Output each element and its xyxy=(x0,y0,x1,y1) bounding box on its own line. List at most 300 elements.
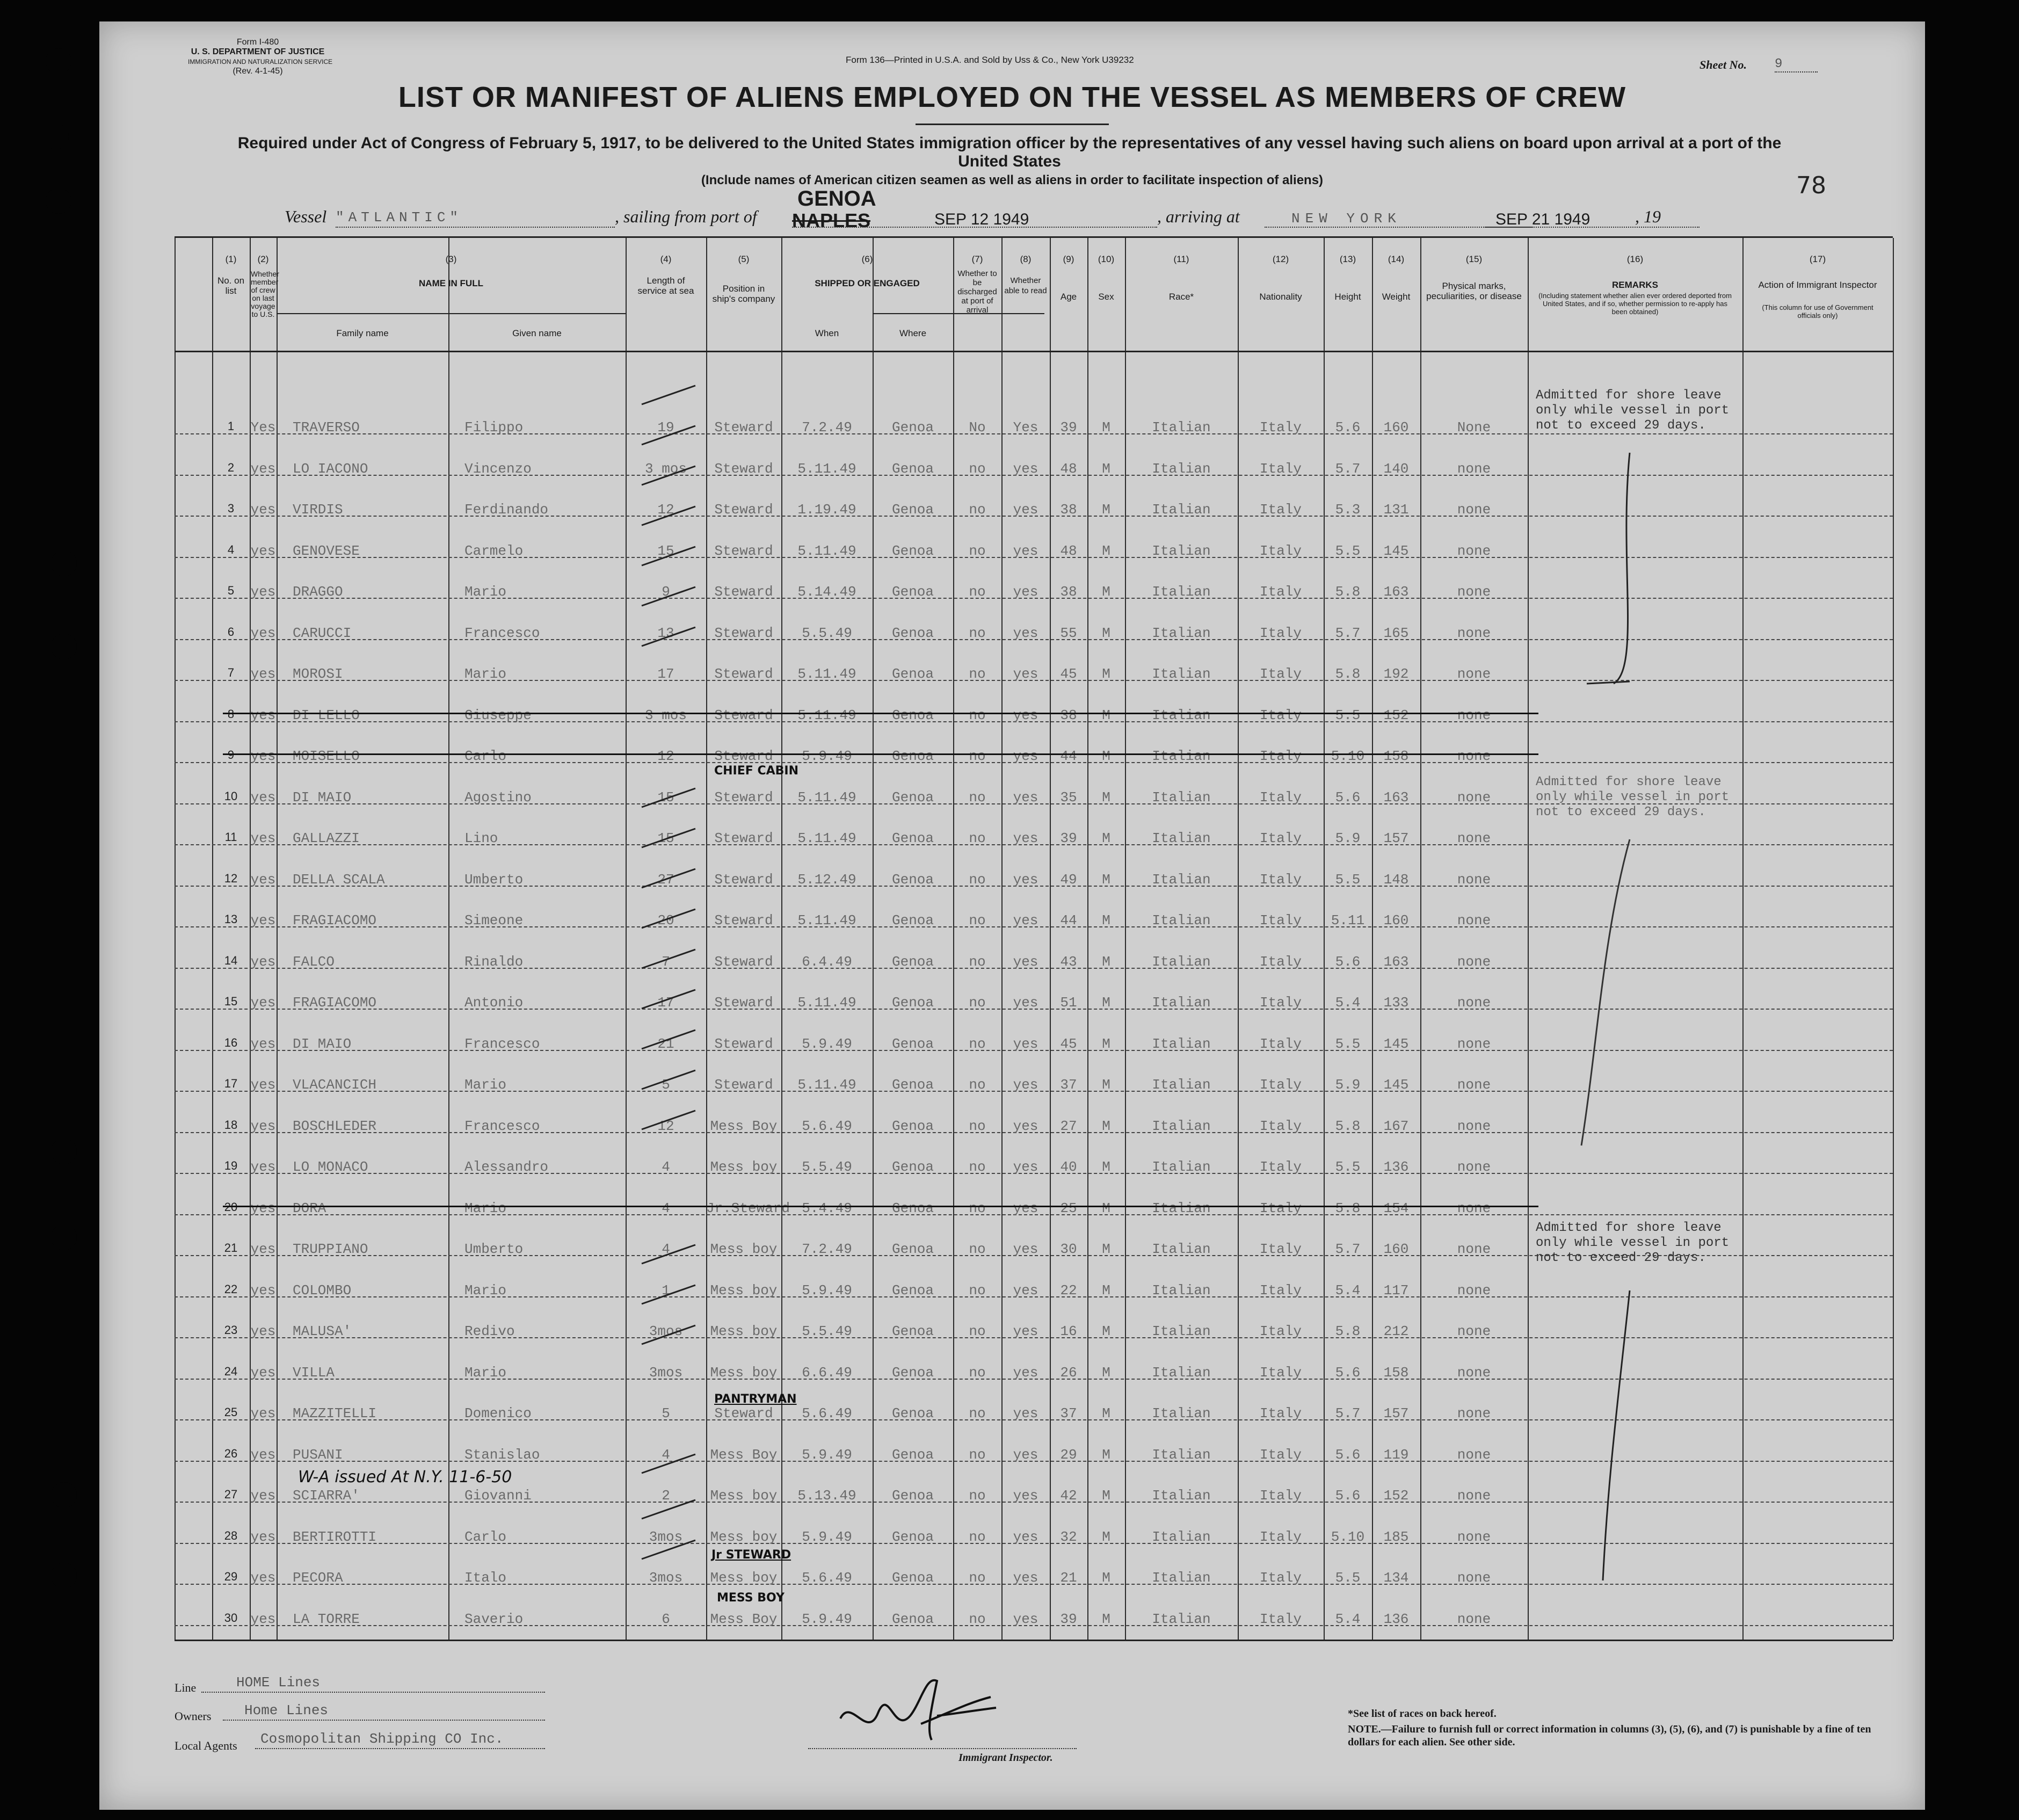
col-header-nationality: Nationality xyxy=(1259,292,1302,302)
cell-read: yes xyxy=(1013,830,1038,846)
cell-no: 3 xyxy=(227,502,235,515)
cell-crew: yes xyxy=(250,1528,276,1545)
cell-given: Redivo xyxy=(464,1323,515,1339)
cell-family: VILLA xyxy=(293,1364,335,1381)
col-num-7: (7) xyxy=(971,254,983,264)
cell-where: Genoa xyxy=(891,1077,934,1093)
col-num-15: (15) xyxy=(1465,254,1483,264)
col-header-crew: Whether member of crew on last voyage to U.S. xyxy=(251,270,279,318)
cell-sex: M xyxy=(1102,1159,1110,1175)
handwritten-chief-cabin: CHIEF CABIN xyxy=(714,764,798,778)
cell-when: 5.11.49 xyxy=(797,830,856,846)
form-revision: (Rev. 4-1-45) xyxy=(233,67,283,76)
cell-age: 32 xyxy=(1060,1528,1077,1545)
cell-when: 5.9.49 xyxy=(802,1446,852,1463)
cell-race: Italian xyxy=(1152,625,1211,641)
vessel-dotted-line xyxy=(336,227,615,228)
cell-no: 25 xyxy=(224,1405,238,1419)
col-num-14: (14) xyxy=(1388,254,1405,264)
cell-crew: yes xyxy=(250,542,276,559)
year-label: , 19 xyxy=(1635,207,1661,226)
cell-no: 16 xyxy=(224,1035,238,1049)
cell-position: Steward xyxy=(714,419,773,436)
cell-given: Francesco xyxy=(464,1118,540,1134)
cell-where: Genoa xyxy=(891,625,934,641)
cell-no: 21 xyxy=(224,1241,238,1255)
cell-when: 5.9.49 xyxy=(802,748,852,764)
cell-marks: none xyxy=(1457,1323,1491,1339)
cell-when: 5.11.49 xyxy=(797,460,856,477)
remarks-ditto-marks xyxy=(1528,238,1742,1640)
cell-given: Domenico xyxy=(464,1405,532,1422)
cell-race: Italian xyxy=(1152,1570,1211,1586)
cell-sex: M xyxy=(1102,1446,1110,1463)
arrival-date: SEP 21 1949 xyxy=(1495,211,1590,228)
form-department: U. S. DEPARTMENT OF JUSTICE xyxy=(191,47,325,56)
cell-marks: none xyxy=(1457,1611,1491,1627)
cell-family: FRAGIACOMO xyxy=(293,912,377,929)
col-num-12: (12) xyxy=(1272,254,1289,264)
cell-weight: 152 xyxy=(1383,1488,1409,1504)
cell-weight: 119 xyxy=(1383,1446,1409,1463)
cell-family: LO IACONO xyxy=(293,460,368,477)
cell-nat: Italy xyxy=(1259,1528,1302,1545)
col-header-no: No. on list xyxy=(217,275,245,296)
cell-no: 24 xyxy=(224,1364,238,1378)
cell-disch: no xyxy=(969,748,986,764)
cell-service: 5 xyxy=(662,1405,670,1422)
cell-given: Carlo xyxy=(464,748,507,764)
cell-age: 39 xyxy=(1060,830,1077,846)
cell-read: yes xyxy=(1013,1077,1038,1093)
cell-weight: 148 xyxy=(1383,871,1409,888)
cell-service: 21 xyxy=(657,1035,674,1052)
cell-given: Antonio xyxy=(464,995,524,1011)
cell-nat: Italy xyxy=(1259,1570,1302,1586)
cell-when: 5.4.49 xyxy=(802,1200,852,1216)
cell-height: 5.11 xyxy=(1331,912,1365,929)
arriving-label: , arriving at xyxy=(1157,207,1240,226)
cell-crew: yes xyxy=(250,912,276,929)
cell-sex: M xyxy=(1102,1077,1110,1093)
cell-age: 16 xyxy=(1060,1323,1077,1339)
cell-given: Stanislao xyxy=(464,1446,540,1463)
cell-sex: M xyxy=(1102,707,1110,723)
cell-height: 5.5 xyxy=(1335,707,1361,723)
cell-when: 5.12.49 xyxy=(797,871,856,888)
cell-weight: 145 xyxy=(1383,542,1409,559)
cell-marks: none xyxy=(1457,912,1491,929)
cell-disch: no xyxy=(969,1405,986,1422)
cell-sex: M xyxy=(1102,1611,1110,1627)
cell-when: 5.6.49 xyxy=(802,1570,852,1586)
cell-position: Steward xyxy=(714,789,773,806)
cell-given: Mario xyxy=(464,1282,507,1299)
cell-family: LA TORRE xyxy=(293,1611,360,1627)
col-header-weight: Weight xyxy=(1382,292,1411,302)
cell-when: 6.4.49 xyxy=(802,953,852,970)
cell-position: Steward xyxy=(714,1077,773,1093)
cell-when: 5.11.49 xyxy=(797,542,856,559)
sailing-label: , sailing from port of xyxy=(615,207,757,226)
cell-disch: no xyxy=(969,1570,986,1586)
col-header-position: Position in ship's company xyxy=(712,284,775,304)
cell-position: Jr.Steward xyxy=(706,1200,790,1216)
col-header-remarks-sub: (Including statement whether alien ever ordered deported from United States, and if so, whether permission to re-apply has been obtained) xyxy=(1538,292,1732,316)
cell-when: 5.11.49 xyxy=(797,912,856,929)
cell-nat: Italy xyxy=(1259,995,1302,1011)
cell-disch: no xyxy=(969,995,986,1011)
cell-nat: Italy xyxy=(1259,1446,1302,1463)
cell-where: Genoa xyxy=(891,419,934,436)
cell-disch: no xyxy=(969,1282,986,1299)
cell-service: 4 xyxy=(662,1446,670,1463)
cell-race: Italian xyxy=(1152,419,1211,436)
cell-no: 10 xyxy=(224,789,238,803)
cell-service: 3mos xyxy=(649,1364,683,1381)
cell-age: 38 xyxy=(1060,584,1077,600)
cell-marks: none xyxy=(1457,1282,1491,1299)
cell-where: Genoa xyxy=(891,1570,934,1586)
col-num-1: (1) xyxy=(225,254,237,264)
cell-race: Italian xyxy=(1152,1035,1211,1052)
cell-no: 28 xyxy=(224,1528,238,1542)
cell-position: Steward xyxy=(714,502,773,518)
cell-disch: no xyxy=(969,666,986,682)
cell-family: FALCO xyxy=(293,953,335,970)
cell-position: Mess Boy xyxy=(710,1446,778,1463)
cell-nat: Italy xyxy=(1259,871,1302,888)
cell-no: 11 xyxy=(224,830,237,844)
strike-through-line xyxy=(223,713,1538,714)
cell-no: 26 xyxy=(224,1446,238,1460)
cell-when: 5.9.49 xyxy=(802,1528,852,1545)
cell-no: 23 xyxy=(224,1323,238,1337)
cell-no: 9 xyxy=(227,748,235,762)
cell-age: 40 xyxy=(1060,1159,1077,1175)
handwritten-jr-steward: Jr STEWARD xyxy=(711,1548,791,1562)
cell-service: 5 xyxy=(662,1077,670,1093)
cell-sex: M xyxy=(1102,912,1110,929)
cell-marks: none xyxy=(1457,1035,1491,1052)
cell-where: Genoa xyxy=(891,830,934,846)
cell-height: 5.5 xyxy=(1335,871,1361,888)
cell-given: Italo xyxy=(464,1570,507,1586)
col-header-action-sub: (This column for use of Government officials only) xyxy=(1762,303,1873,320)
cell-age: 45 xyxy=(1060,1035,1077,1052)
cell-given: Mario xyxy=(464,1077,507,1093)
cell-service: 17 xyxy=(657,666,674,682)
cell-no: 12 xyxy=(224,871,238,885)
cell-marks: None xyxy=(1457,419,1491,436)
footer-agents-label: Local Agents xyxy=(175,1739,237,1752)
cell-no: 19 xyxy=(224,1159,238,1172)
cell-service: 20 xyxy=(657,912,674,929)
cell-marks: none xyxy=(1457,871,1491,888)
cell-sex: M xyxy=(1102,584,1110,600)
cell-age: 44 xyxy=(1060,748,1077,764)
cell-age: 37 xyxy=(1060,1077,1077,1093)
cell-no: 6 xyxy=(227,625,235,639)
cell-no: 2 xyxy=(227,460,235,474)
title-underline xyxy=(916,124,1109,125)
cell-age: 48 xyxy=(1060,542,1077,559)
cell-nat: Italy xyxy=(1259,1118,1302,1134)
cell-crew: yes xyxy=(250,748,276,764)
cell-position: Mess boy xyxy=(710,1364,778,1381)
cell-read: yes xyxy=(1013,912,1038,929)
cell-weight: 117 xyxy=(1383,1282,1409,1299)
cell-family: DRAGGO xyxy=(293,584,343,600)
cell-age: 30 xyxy=(1060,1241,1077,1257)
cell-sex: M xyxy=(1102,666,1110,682)
cell-position: Steward xyxy=(714,953,773,970)
cell-where: Genoa xyxy=(891,1118,934,1134)
cell-weight: 145 xyxy=(1383,1077,1409,1093)
cell-where: Genoa xyxy=(891,1035,934,1052)
cell-nat: Italy xyxy=(1259,1159,1302,1175)
cell-nat: Italy xyxy=(1259,707,1302,723)
cell-no: 7 xyxy=(227,666,235,679)
cell-age: 38 xyxy=(1060,502,1077,518)
cell-nat: Italy xyxy=(1259,1364,1302,1381)
cell-weight: 160 xyxy=(1383,912,1409,929)
cell-service: 15 xyxy=(657,542,674,559)
cell-where: Genoa xyxy=(891,953,934,970)
cell-given: Rinaldo xyxy=(464,953,524,970)
cell-height: 5.7 xyxy=(1335,625,1361,641)
cell-where: Genoa xyxy=(891,707,934,723)
col-header-shipped: SHIPPED OR ENGAGED xyxy=(815,278,920,288)
cell-where: Genoa xyxy=(891,1405,934,1422)
punch-hole xyxy=(51,634,77,659)
cell-position: Mess Boy xyxy=(710,1611,778,1627)
cell-race: Italian xyxy=(1152,1405,1211,1422)
cell-nat: Italy xyxy=(1259,1611,1302,1627)
cell-position: Mess Boy xyxy=(710,1118,778,1134)
cell-when: 5.9.49 xyxy=(802,1282,852,1299)
date-dotted-line xyxy=(1485,227,1700,228)
cell-service: 4 xyxy=(662,1200,670,1216)
cell-race: Italian xyxy=(1152,460,1211,477)
cell-service: 2 xyxy=(662,1488,670,1504)
cell-marks: none xyxy=(1457,1488,1491,1504)
punch-hole xyxy=(51,1563,77,1589)
cell-crew: yes xyxy=(250,1488,276,1504)
cell-nat: Italy xyxy=(1259,1282,1302,1299)
cell-where: Genoa xyxy=(891,666,934,682)
footer-line-dots xyxy=(201,1692,545,1693)
cell-family: MALUSA' xyxy=(293,1323,352,1339)
cell-height: 5.6 xyxy=(1335,789,1361,806)
cell-family: GENOVESE xyxy=(293,542,360,559)
cell-when: 5.11.49 xyxy=(797,995,856,1011)
cell-age: 38 xyxy=(1060,707,1077,723)
form-id-block xyxy=(188,38,333,76)
cell-height: 5.6 xyxy=(1335,1488,1361,1504)
cell-given: Saverio xyxy=(464,1611,524,1627)
cell-read: yes xyxy=(1013,1528,1038,1545)
cell-crew: yes xyxy=(250,995,276,1011)
cell-read: yes xyxy=(1013,1405,1038,1422)
cell-age: 22 xyxy=(1060,1282,1077,1299)
cell-race: Italian xyxy=(1152,1364,1211,1381)
cell-read: yes xyxy=(1013,707,1038,723)
col-num-5: (5) xyxy=(738,254,750,264)
cell-disch: No xyxy=(969,419,986,436)
col-num-2: (2) xyxy=(257,254,269,264)
cell-where: Genoa xyxy=(891,1611,934,1627)
sail-date: SEP 12 1949 xyxy=(934,211,1029,228)
cell-nat: Italy xyxy=(1259,1035,1302,1052)
cell-when: 5.6.49 xyxy=(802,1118,852,1134)
cell-sex: M xyxy=(1102,1035,1110,1052)
cell-crew: yes xyxy=(250,1200,276,1216)
footer-agents-value: Cosmopolitan Shipping CO Inc. xyxy=(260,1731,504,1747)
cell-service: 4 xyxy=(662,1241,670,1257)
cell-marks: none xyxy=(1457,666,1491,682)
cell-height: 5.6 xyxy=(1335,1446,1361,1463)
cell-weight: 163 xyxy=(1383,953,1409,970)
printer-line: Form 136—Printed in U.S.A. and Sold by Uss & Co., New York U39232 xyxy=(846,55,1134,65)
cell-height: 5.4 xyxy=(1335,1282,1361,1299)
cell-height: 5.4 xyxy=(1335,995,1361,1011)
cell-sex: M xyxy=(1102,419,1110,436)
cell-crew: yes xyxy=(250,789,276,806)
cell-marks: none xyxy=(1457,1200,1491,1216)
cell-family: VIRDIS xyxy=(293,502,343,518)
cell-age: 25 xyxy=(1060,1200,1077,1216)
service-tick-marks xyxy=(631,238,711,1640)
cell-weight: 163 xyxy=(1383,789,1409,806)
cell-height: 5.6 xyxy=(1335,953,1361,970)
cell-disch: no xyxy=(969,830,986,846)
cell-race: Italian xyxy=(1152,995,1211,1011)
cell-weight: 145 xyxy=(1383,1035,1409,1052)
col-header-when: When xyxy=(815,328,839,338)
cell-weight: 157 xyxy=(1383,830,1409,846)
cell-disch: no xyxy=(969,502,986,518)
punch-hole xyxy=(46,48,71,74)
cell-family: COLOMBO xyxy=(293,1282,352,1299)
cell-family: TRUPPIANO xyxy=(293,1241,368,1257)
cell-weight: 185 xyxy=(1383,1528,1409,1545)
cell-crew: yes xyxy=(250,584,276,600)
cell-height: 5.4 xyxy=(1335,1611,1361,1627)
col-num-6: (6) xyxy=(861,254,873,264)
cell-crew: yes xyxy=(250,1159,276,1175)
cell-where: Genoa xyxy=(891,1282,934,1299)
cell-crew: yes xyxy=(250,1077,276,1093)
cell-crew: yes xyxy=(250,707,276,723)
remark-shore-leave-3: Admitted for shore leave only while vessel in port not to exceed 29 days. xyxy=(1536,1221,1730,1265)
cell-position: Steward xyxy=(714,1405,773,1422)
cell-family: FRAGIACOMO xyxy=(293,995,377,1011)
cell-nat: Italy xyxy=(1259,1323,1302,1339)
cell-no: 22 xyxy=(224,1282,238,1296)
form-number: Form I-480 xyxy=(236,38,279,47)
cell-height: 5.7 xyxy=(1335,460,1361,477)
cell-service: 3mos xyxy=(649,1323,683,1339)
cell-height: 5.6 xyxy=(1335,1364,1361,1381)
cell-age: 37 xyxy=(1060,1405,1077,1422)
cell-disch: no xyxy=(969,1159,986,1175)
cell-read: yes xyxy=(1013,1611,1038,1627)
col-header-action: Action of Immigrant Inspector xyxy=(1758,280,1877,290)
cell-age: 27 xyxy=(1060,1118,1077,1134)
cell-disch: no xyxy=(969,789,986,806)
cell-nat: Italy xyxy=(1259,789,1302,806)
cell-family: PECORA xyxy=(293,1570,343,1586)
cell-crew: yes xyxy=(250,1241,276,1257)
cell-given: Umberto xyxy=(464,1241,524,1257)
cell-service: 3 mos xyxy=(644,460,687,477)
cell-read: yes xyxy=(1013,1241,1038,1257)
cell-read: yes xyxy=(1013,1364,1038,1381)
crew-table xyxy=(175,236,1893,1641)
port-typed-struck: NAPLES xyxy=(792,209,871,231)
cell-disch: no xyxy=(969,1446,986,1463)
cell-service: 1 xyxy=(662,1282,670,1299)
cell-marks: none xyxy=(1457,953,1491,970)
cell-nat: Italy xyxy=(1259,830,1302,846)
cell-marks: none xyxy=(1457,542,1491,559)
cell-crew: yes xyxy=(250,1323,276,1339)
cell-given: Giovanni xyxy=(464,1488,532,1504)
cell-disch: no xyxy=(969,1035,986,1052)
cell-marks: none xyxy=(1457,1528,1491,1545)
cell-height: 5.9 xyxy=(1335,830,1361,846)
cell-sex: M xyxy=(1102,871,1110,888)
cell-family: DI LELLO xyxy=(293,707,360,723)
cell-no: 4 xyxy=(227,542,235,556)
cell-disch: no xyxy=(969,1077,986,1093)
cell-sex: M xyxy=(1102,502,1110,518)
cell-no: 30 xyxy=(224,1611,238,1625)
cell-where: Genoa xyxy=(891,1241,934,1257)
cell-read: yes xyxy=(1013,625,1038,641)
cell-weight: 152 xyxy=(1383,707,1409,723)
cell-crew: Yes xyxy=(250,419,276,436)
cell-where: Genoa xyxy=(891,460,934,477)
cell-service: 17 xyxy=(657,995,674,1011)
cell-nat: Italy xyxy=(1259,1077,1302,1093)
col-num-9: (9) xyxy=(1063,254,1074,264)
cell-weight: 160 xyxy=(1383,419,1409,436)
cell-age: 44 xyxy=(1060,912,1077,929)
cell-family: MOISELLO xyxy=(293,748,360,764)
cell-nat: Italy xyxy=(1259,502,1302,518)
cell-given: Mario xyxy=(464,666,507,682)
cell-no: 15 xyxy=(224,995,238,1008)
cell-read: yes xyxy=(1013,666,1038,682)
punch-hole xyxy=(43,124,69,149)
cell-read: yes xyxy=(1013,1323,1038,1339)
cell-weight: 165 xyxy=(1383,625,1409,641)
cell-nat: Italy xyxy=(1259,666,1302,682)
vessel-label: Vessel xyxy=(285,207,327,226)
cell-height: 5.5 xyxy=(1335,1159,1361,1175)
col-num-3: (3) xyxy=(445,254,457,264)
cell-nat: Italy xyxy=(1259,1488,1302,1504)
cell-when: 5.11.49 xyxy=(797,666,856,682)
cell-family: TRAVERSO xyxy=(293,419,360,436)
punch-hole xyxy=(46,188,71,214)
col-num-8: (8) xyxy=(1020,254,1032,264)
col-header-discharged: Whether to be discharged at port of arrival xyxy=(957,269,997,315)
cell-height: 5.3 xyxy=(1335,502,1361,518)
cell-service: 7 xyxy=(662,953,670,970)
